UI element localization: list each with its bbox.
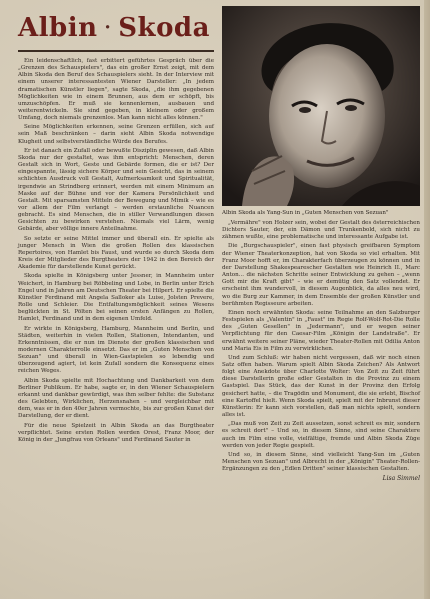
portrait-photo (222, 6, 420, 206)
article-title (18, 14, 214, 44)
paragraph: Ein leidenschaftlich, fast erbittert geführtes Gespräch über die „Grenzen des Schauspielers", das ein großer Ernst zeigt, mit dem Albin Skoda den Beruf des Schauspielers sieht. In der Interview mit einem unserer interessantesten Wiener Darsteller: „In jedem dramatischen Künstler liegen", sagte Skoda, „die ihm gegebenen Möglichkeiten wie in einem Brunnen, aus dem er schöpft, bis umzuschöpfen. Er muß sie kennenlernen, ausbauen und weiterentwickeln. Sie sind gegeben, in kleinem oder großem Umfang, doch niemals grenzenlos. Man kann nicht alles können." (18, 57, 214, 122)
paragraph: So setzte er seine Mittel immer und überall ein. Er spielte als junger Mensch in Wien die großen Rollen des klassischen Repertoires, von Hamlet bis Faust, und wurde so durch Skoda dem Kreis der Mitglieder des Burgtheaters der 1942 in den Bereich der Akademie für darstellende Kunst gerückt. (18, 235, 214, 271)
left-body-text (18, 58, 214, 444)
paragraph: Und zum Schluß: wir haben nicht vergessen, daß wir noch einen Satz offen haben. Warum spielt Albin Skoda Zeichen? Als Antwort folgt eine Anekdote über Charlotte Wolter: Von Zeit zu Zeit führt diese Darstellerin große edler Gestalten in die Provinz zu einem Gastspiel. Das Stück, das der Kunst in der Provinz den Erfolg gesichert hatte, – die Tragödin und Monument, die sie erlebt, Bischof eine Kartoffel hielt. Wenn Skoda spielt, spielt mit der Inbrunst dieser Künstlerin: Er kann sich vorstellen, daß man nichts spielt, sondern alles ist. (222, 354, 420, 419)
page-edge-shadow (424, 0, 430, 599)
title-separator: · (103, 13, 113, 43)
article-right-column (222, 6, 420, 482)
paragraph: „Das muß von Zeit zu Zeit aussetzen, sonst schreit es mir, sondern es schreit dort" – Und so, in diesem Sinne, sind seine Charaktere auch im Film eine volle, vielfältige, fremde und Albin Skoda Züge werden von jeder Regie gespielt. (222, 421, 420, 449)
paragraph: Und so, in diesem Sinne, sind vielleicht Yang-Sun im „Guten Menschen von Sezuan" und Albrecht in der „Königin" Theater-Rollen-Ergänzungen zu den „Edlen Dritten" seiner klassischen Gestalten. (222, 451, 420, 473)
article-left-column (18, 8, 214, 446)
title-rule (18, 50, 214, 52)
right-body-text (222, 220, 420, 473)
paragraph: Er ist danach ein Zufall oder bewußte Disziplin gewesen, daß Albin Skoda nur der gestaltet, was ihm entspricht: Menschen, deren Gestalt sich in Wort, Geste und Gebärde formen, die er ist? Der eingespannte, lässig sichere Körper und sein Gesicht, das in seinem schlichten Ausdruck voll Gestalt, Aufmerksamkeit und Spiritualität, irgendwie an Strindberg erinnert, werden mit einem Minimum an Maske auf der Bühne und vor der Kamera Persönlichkeit und Gestalt. Mit sparsamsten Mitteln der Bewegung und Mimik – wie es vor allem der Film verlangt – werden erstaunliche Nuancen gebracht. Es sind Menschen, die in stiller Verwandlungen diesen Gesichten zu bewirken verstehen. Niemals viel Lärm, wenig Gebärde, aber völlige innere Anteilnahme. (18, 147, 214, 233)
photo-caption: Albin Skoda als Yang-Sun in „Guten Menschen von Sezuan" (222, 210, 389, 216)
paragraph: Für die neue Spielzeit in Albin Skoda an das Burgtheater verpflichtet. Seine ersten Rollen werden Orest, Franz Moor, der König in der „Jungfrau von Orleans" und Ferdinand Sauter in (18, 422, 214, 443)
paragraph: Einen noch erwähnten Skoda: seine Teilnahme an den Salzburger Festspielen als „Valentin" in „Faust" im Regie Rolf-Wolf-Rot-Die Rolle des „Guten Gesellen" in „Jedermann", und er wegen seiner Verpflichtung für den Caesar-Film „Königin der Landstraße". Er erwähnt weitere seiner Pläne, wieder Theater-Rollen mit Odilia Anton und Maria Eis in Film zu verwirklichen. (222, 309, 420, 352)
title-first-name: Albin (18, 13, 98, 43)
paragraph: Skoda spielte in Königsberg unter Jessner, in Mannheim unter Weichert, in Hamburg bei Röbbeling und Lobe, in Berlin unter Erich Engel und in Jahren am Deutschen Theater bei Hilpert. Er spielte die Künstler Ferdinand mit Angela Salloker als Luise, Jolsten Prevere, Rolle und Schleier. Die Entfaltungsmöglichkeit seines Wesens beglückten in St. Pölten bei seinen ersten Anfängen zu Rollen, Hamlet, Ferdinand und in dem eigenen Umfeld. (18, 273, 214, 323)
paragraph: Die „Burgschauspieler", einen fast physisch greifbaren Symptom der Wiener Theaterkonzeption, hat von Skoda so viel erhalten. Mit Franz Moor hofft er, im Charakterfach überzeugen zu können und in der Darstellung Shakespearescher Gestalten wie Heinrich II., Marc Anton... die nächsten Schritte seiner Entwicklung zu gehen – „wenn Gott mir die Kraft gibt" – wie er demütig den Satz vollendet. Er erscheint ihm wundervoll, in diesem Augenblick, da alles neu wird, wo die Burg zur Kammer, in dem Ensemble der großen Künstler und berühmten Regisseure arbeiten. (222, 243, 420, 307)
author-signature: Lisa Simmel (382, 475, 420, 483)
paragraph: „Vermähre" von Holzer sein, wobei der Gestalt des österreichischen Dichters Sauter, der, ein Dämon und Trunkenbold, sich nicht zu zähmen wußte, eine problematische und interessante Aufgabe ist. (222, 220, 420, 241)
paragraph: Seine Möglichkeiten erkennen, seine Grenzen erfüllen, sich auf sein Maß beschränken – darin sieht Albin Skoda notwendige Klugheit und selbstverständliche Würde des Berufes. (18, 124, 214, 145)
paragraph: Er wirkte in Königsberg, Hamburg, Mannheim und Berlin, und Städten, weiterhin in vielen Rollen, Stationen, Intendanten, und Erkenntnissen, die er nun im Dienste der großen klassischen und modernen Charakterrolle einsetzt. Das er im „Guten Menschen von Sezuan" und überall in Wien-Gastspielen so lebendig und überzeugend agiert, ist kein Zufall sondern die Konsequenz eines reichen Weges. (18, 325, 214, 375)
paragraph: Albin Skoda spielte mit Hochachtung und Dankbarkeit von dem Berliner Publikum. Er habe, sagte er, in den Wiener Schauspielern erkannt und dankbar gewürdigt, was ihm selber fehlte: die Substanz des Gelebten, Wirklichen, Herzensnahen – und vergleichbar mit dem, was er in den 40er Jahren vermochte, bis zur großen Kunst der Darstellung, der er dient. (18, 377, 214, 420)
title-last-name: Skoda (118, 13, 210, 43)
portrait-illustration (222, 6, 420, 206)
